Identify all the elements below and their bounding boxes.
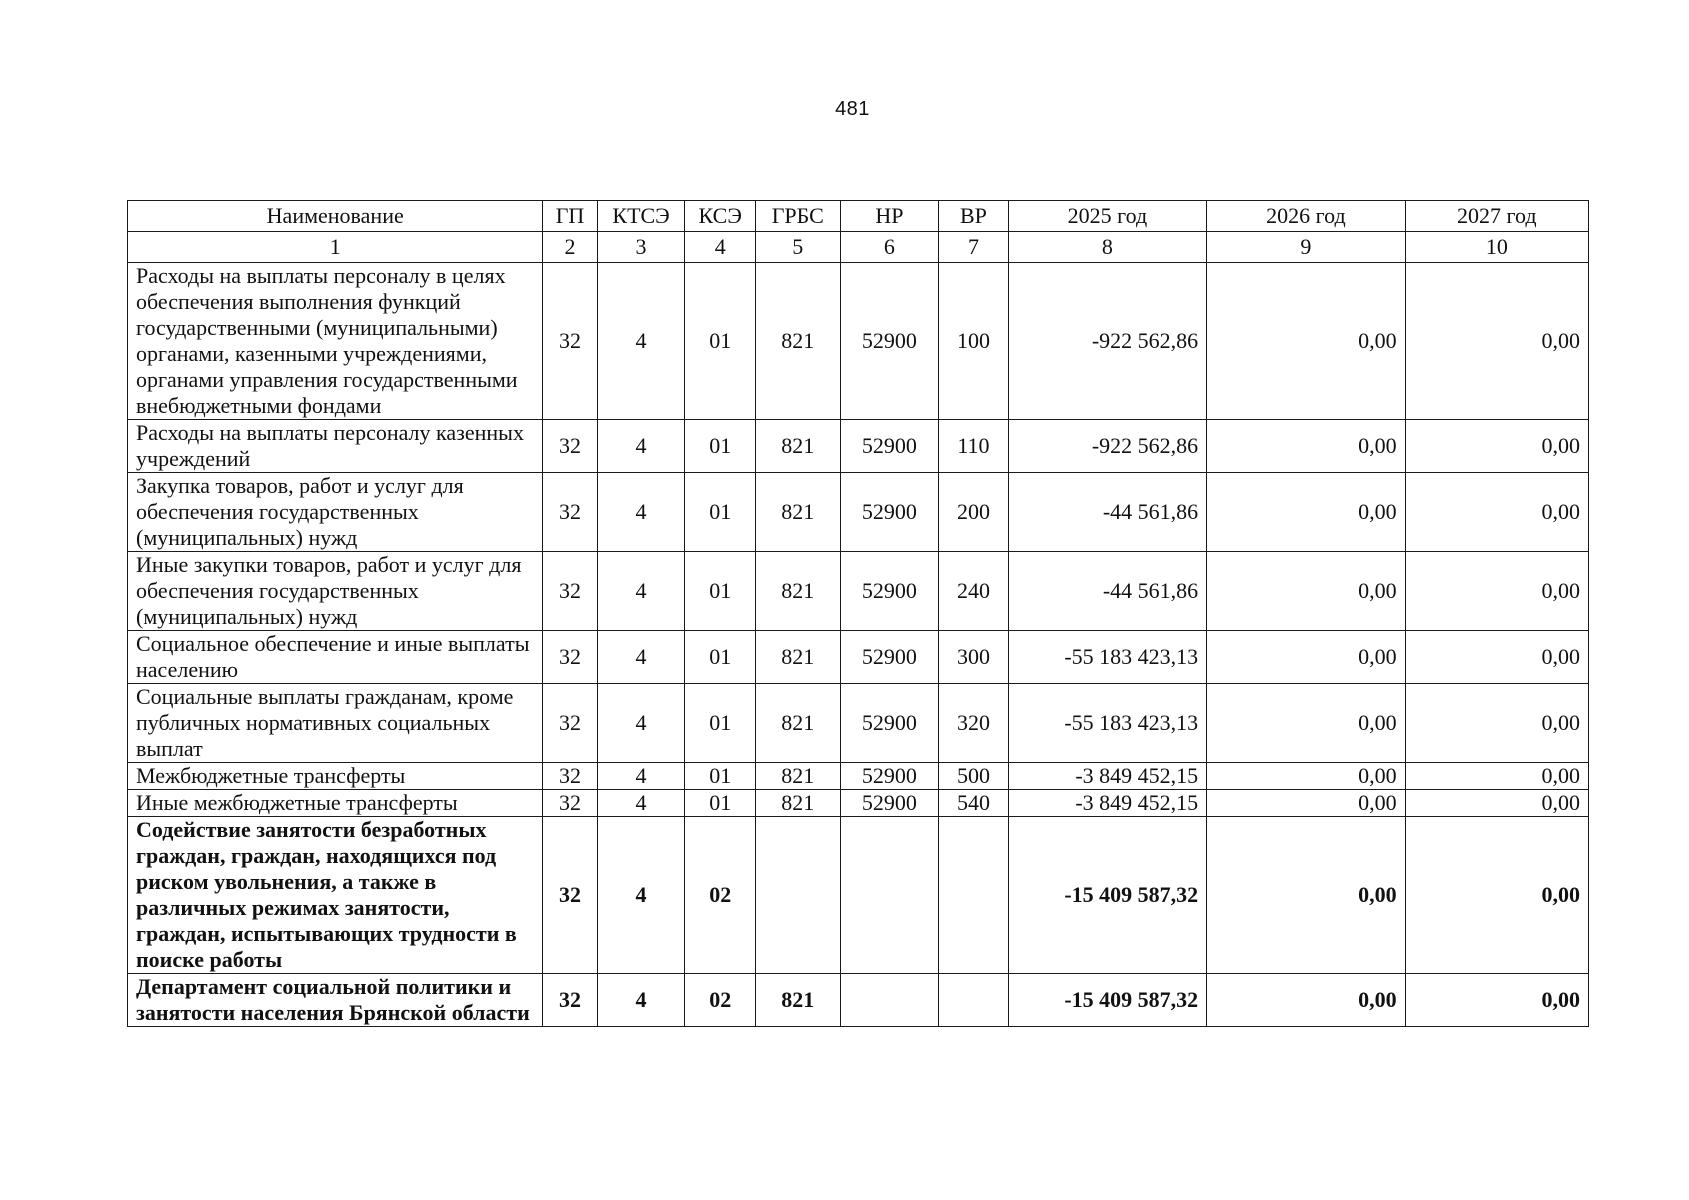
row-2025: -55 183 423,13 (1008, 684, 1206, 763)
column-number: 6 (840, 232, 939, 263)
table-row (128, 763, 1589, 790)
row-2026: 0,00 (1207, 684, 1405, 763)
row-ktse: 4 (597, 420, 685, 473)
row-2027: 0,00 (1405, 790, 1588, 817)
row-name: Расходы на выплаты персоналу в целях обеспечения выполнения функций государственными (муниципальными) органами, казенными учреждениями, органами управления государственными внебюджетными фондами (128, 263, 543, 420)
row-nr: 52900 (840, 790, 939, 817)
budget-table (127, 200, 1589, 1027)
row-nr: 52900 (840, 420, 939, 473)
row-ktse: 4 (597, 684, 685, 763)
column-number: 2 (543, 232, 597, 263)
row-2027: 0,00 (1405, 473, 1588, 552)
row-kse: 01 (685, 684, 756, 763)
table-row (128, 817, 1589, 974)
row-2027: 0,00 (1405, 817, 1588, 974)
row-nr: 52900 (840, 473, 939, 552)
row-2026: 0,00 (1207, 263, 1405, 420)
row-vr: 240 (939, 552, 1008, 631)
row-ktse: 4 (597, 974, 685, 1027)
row-vr: 300 (939, 631, 1008, 684)
row-kse: 01 (685, 631, 756, 684)
row-name: Департамент социальной политики и занятости населения Брянской области (128, 974, 543, 1027)
row-nr: 52900 (840, 763, 939, 790)
header-row (128, 201, 1589, 232)
row-grbs: 821 (755, 552, 840, 631)
row-2025: -15 409 587,32 (1008, 974, 1206, 1027)
row-2027: 0,00 (1405, 552, 1588, 631)
row-2027: 0,00 (1405, 420, 1588, 473)
row-2025: -44 561,86 (1008, 473, 1206, 552)
row-ktse: 4 (597, 473, 685, 552)
row-kse: 01 (685, 263, 756, 420)
row-gp: 32 (543, 684, 597, 763)
row-vr: 320 (939, 684, 1008, 763)
column-number: 4 (685, 232, 756, 263)
row-nr: 52900 (840, 552, 939, 631)
header-2025: 2025 год (1008, 201, 1206, 232)
row-2025: -15 409 587,32 (1008, 817, 1206, 974)
row-ktse: 4 (597, 817, 685, 974)
row-gp: 32 (543, 974, 597, 1027)
row-kse: 01 (685, 790, 756, 817)
row-gp: 32 (543, 552, 597, 631)
row-2027: 0,00 (1405, 763, 1588, 790)
row-gp: 32 (543, 817, 597, 974)
row-2026: 0,00 (1207, 473, 1405, 552)
row-kse: 01 (685, 420, 756, 473)
row-2025: -922 562,86 (1008, 420, 1206, 473)
column-number: 1 (128, 232, 543, 263)
row-grbs: 821 (755, 263, 840, 420)
row-gp: 32 (543, 631, 597, 684)
table-row (128, 684, 1589, 763)
row-vr: 540 (939, 790, 1008, 817)
row-nr (840, 974, 939, 1027)
row-vr: 110 (939, 420, 1008, 473)
column-number: 5 (755, 232, 840, 263)
row-vr (939, 817, 1008, 974)
row-kse: 01 (685, 473, 756, 552)
header-2026: 2026 год (1207, 201, 1405, 232)
header-kse: КСЭ (685, 201, 756, 232)
row-ktse: 4 (597, 263, 685, 420)
row-2027: 0,00 (1405, 263, 1588, 420)
row-grbs: 821 (755, 473, 840, 552)
row-nr: 52900 (840, 631, 939, 684)
row-vr: 500 (939, 763, 1008, 790)
row-kse: 02 (685, 974, 756, 1027)
row-2025: -3 849 452,15 (1008, 763, 1206, 790)
row-grbs: 821 (755, 790, 840, 817)
header-vr: ВР (939, 201, 1008, 232)
column-number: 7 (939, 232, 1008, 263)
row-2027: 0,00 (1405, 684, 1588, 763)
table-row (128, 263, 1589, 420)
row-name: Социальные выплаты гражданам, кроме публичных нормативных социальных выплат (128, 684, 543, 763)
row-grbs (755, 817, 840, 974)
row-vr: 200 (939, 473, 1008, 552)
header-ktse: КТСЭ (597, 201, 685, 232)
row-ktse: 4 (597, 552, 685, 631)
row-nr: 52900 (840, 263, 939, 420)
row-gp: 32 (543, 263, 597, 420)
row-name: Расходы на выплаты персоналу казенных учреждений (128, 420, 543, 473)
header-gp: ГП (543, 201, 597, 232)
row-2026: 0,00 (1207, 763, 1405, 790)
row-2026: 0,00 (1207, 552, 1405, 631)
row-2026: 0,00 (1207, 974, 1405, 1027)
row-gp: 32 (543, 473, 597, 552)
row-ktse: 4 (597, 790, 685, 817)
table-row (128, 473, 1589, 552)
row-grbs: 821 (755, 684, 840, 763)
header-grbs: ГРБС (755, 201, 840, 232)
row-grbs: 821 (755, 974, 840, 1027)
table-row (128, 974, 1589, 1027)
row-gp: 32 (543, 790, 597, 817)
header-nr: НР (840, 201, 939, 232)
row-name: Социальное обеспечение и иные выплаты населению (128, 631, 543, 684)
column-number: 10 (1405, 232, 1588, 263)
row-name: Иные закупки товаров, работ и услуг для обеспечения государственных (муниципальных) нужд (128, 552, 543, 631)
row-2026: 0,00 (1207, 817, 1405, 974)
row-2025: -3 849 452,15 (1008, 790, 1206, 817)
header-2027: 2027 год (1405, 201, 1588, 232)
row-2025: -922 562,86 (1008, 263, 1206, 420)
row-nr (840, 817, 939, 974)
row-ktse: 4 (597, 631, 685, 684)
row-nr: 52900 (840, 684, 939, 763)
table-row (128, 631, 1589, 684)
column-number: 9 (1207, 232, 1405, 263)
row-kse: 02 (685, 817, 756, 974)
table-row (128, 420, 1589, 473)
column-number: 3 (597, 232, 685, 263)
column-number: 8 (1008, 232, 1206, 263)
row-name: Закупка товаров, работ и услуг для обеспечения государственных (муниципальных) нужд (128, 473, 543, 552)
row-2026: 0,00 (1207, 420, 1405, 473)
row-name: Содействие занятости безработных граждан, граждан, находящихся под риском увольнения, а также в различных режимах занятости, граждан, испытывающих трудности в поиске работы (128, 817, 543, 974)
row-2026: 0,00 (1207, 790, 1405, 817)
row-gp: 32 (543, 420, 597, 473)
header-name: Наименование (128, 201, 543, 232)
table-row (128, 552, 1589, 631)
page-number: 481 (835, 98, 870, 120)
row-2025: -44 561,86 (1008, 552, 1206, 631)
row-name: Межбюджетные трансферты (128, 763, 543, 790)
row-2027: 0,00 (1405, 631, 1588, 684)
row-kse: 01 (685, 552, 756, 631)
row-vr (939, 974, 1008, 1027)
table-row (128, 790, 1589, 817)
row-2025: -55 183 423,13 (1008, 631, 1206, 684)
column-number-row (128, 232, 1589, 263)
row-2026: 0,00 (1207, 631, 1405, 684)
row-kse: 01 (685, 763, 756, 790)
row-vr: 100 (939, 263, 1008, 420)
row-grbs: 821 (755, 763, 840, 790)
row-gp: 32 (543, 763, 597, 790)
row-grbs: 821 (755, 420, 840, 473)
row-grbs: 821 (755, 631, 840, 684)
row-name: Иные межбюджетные трансферты (128, 790, 543, 817)
row-ktse: 4 (597, 763, 685, 790)
row-2027: 0,00 (1405, 974, 1588, 1027)
